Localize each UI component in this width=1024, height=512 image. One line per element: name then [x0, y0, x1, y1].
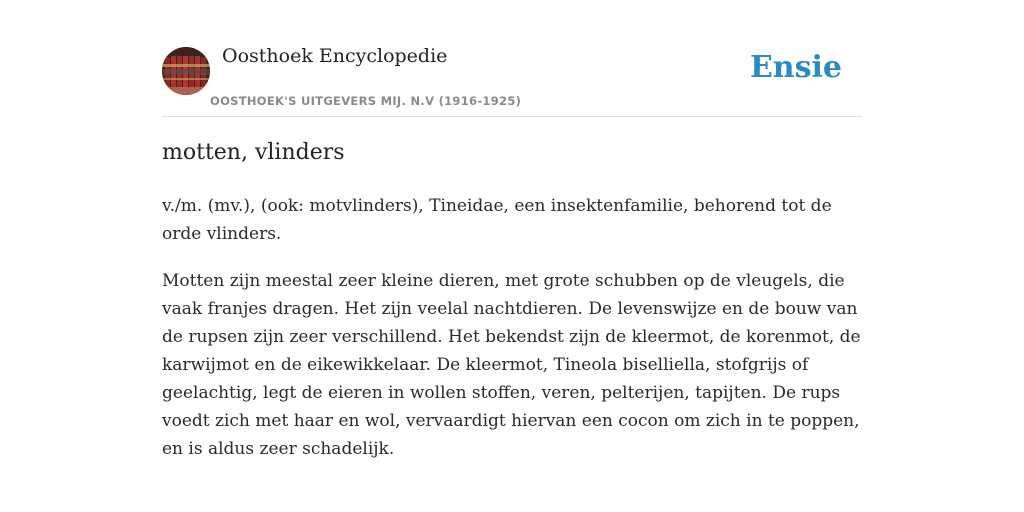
publisher-label: OOSTHOEK'S UITGEVERS MIJ. N.V (1916-1925) — [210, 94, 522, 108]
site-name[interactable]: Oosthoek Encyclopedie — [222, 45, 448, 67]
article-paragraph: Motten zijn meestal zeer kleine dieren, met grote schubben op de vleugels, die vaak franjes dragen. Het zijn veelal nachtdieren. De levenswijze en de bouw van de rupsen zijn zeer verschillend. Het bekendst zijn de kleermot, de korenmot, de karwijmot en de eikewikkelaar. De kleermot, Tineola biselliella, stofgrijs of geelachtig, legt de eieren in wollen stoffen, veren, pelterijen, tapijten. De rups voedt zich met haar en wol, vervaardigt hiervan een cocon om zich in te poppen, en is aldus zeer schadelijk. — [162, 271, 861, 459]
site-header — [162, 0, 862, 117]
ensie-logo-link[interactable]: Ensie — [749, 50, 842, 85]
article-title: motten, vlinders — [162, 140, 345, 165]
article-paragraph: v./m. (mv.), (ook: motvlinders), Tineidae, een insektenfamilie, behorend tot de orde vlinders. — [162, 196, 832, 244]
encyclopedia-books-icon[interactable] — [162, 47, 210, 95]
